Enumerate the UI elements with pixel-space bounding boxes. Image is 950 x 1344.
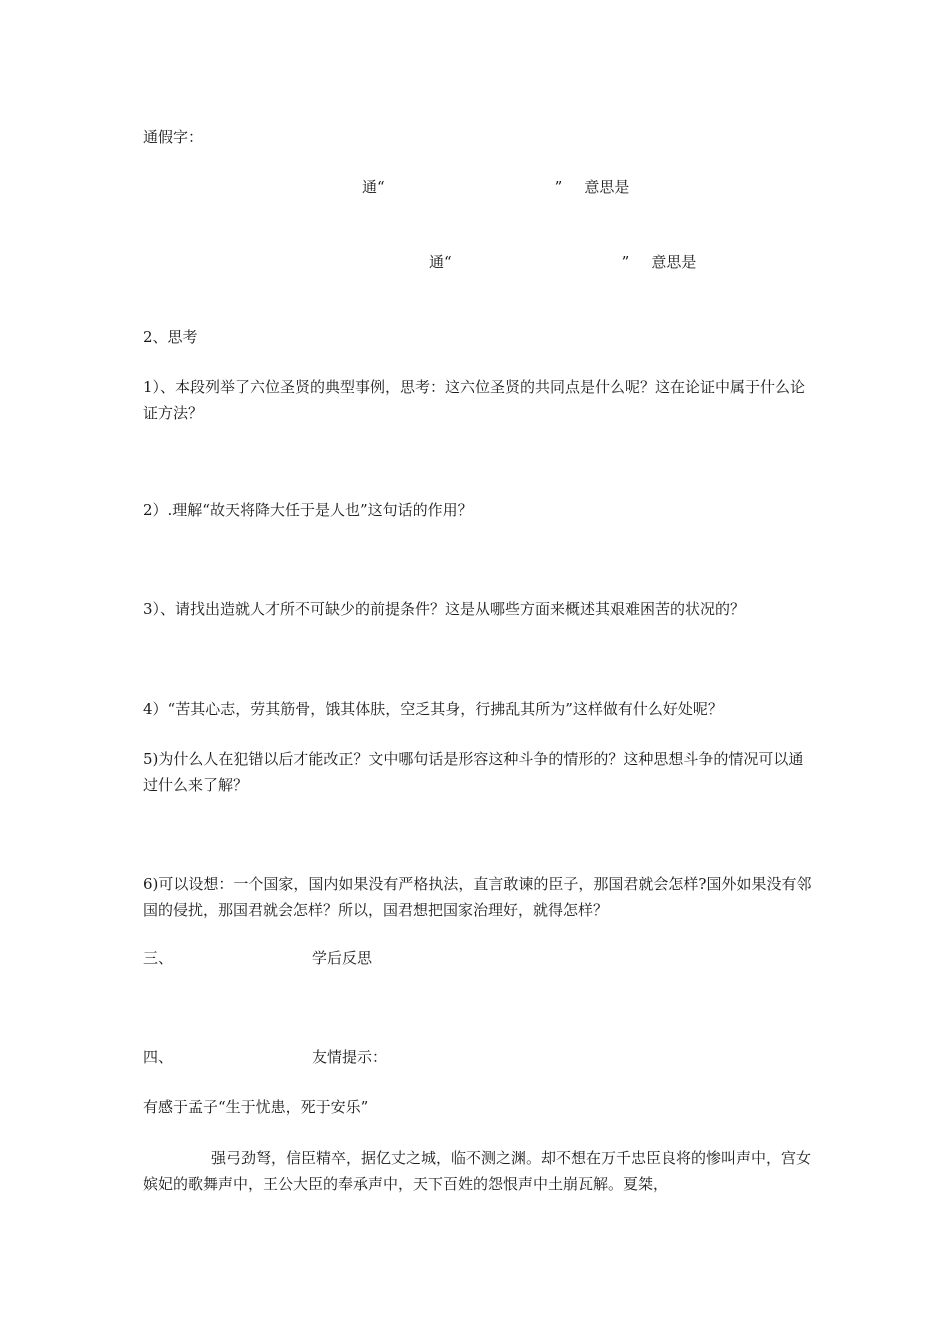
section-4-number: 四、 xyxy=(143,1048,174,1066)
question-2: 2）.理解“故天将降大任于是人也”这句话的作用？ xyxy=(143,501,473,519)
meaning-label: 意思是 xyxy=(651,253,697,271)
meaning-label: 意思是 xyxy=(584,178,630,196)
question-4: 4）“苦其心志，劳其筋骨，饿其体肤，空乏其身，行拂乱其所为”这样做有什么好处呢？ xyxy=(143,700,723,718)
question-1: 1）、本段列举了六位圣贤的典型事例，思考：这六位圣贤的共同点是什么呢？这在论证中属于什么论证方法？ xyxy=(143,378,806,422)
tong-label: 通“ xyxy=(429,253,452,271)
close-quote: ” xyxy=(554,178,563,196)
section-2-heading: 2、思考 xyxy=(143,328,198,346)
close-quote: ” xyxy=(621,253,630,271)
question-6: 6)可以设想：一个国家，国内如果没有严格执法，直言敢谏的臣子，那国君就会怎样?国外如果没有邻国的侵扰，那国君就会怎样？所以，国君想把国家治理好，就得怎样？ xyxy=(143,875,812,919)
tongjia-row-2 xyxy=(429,250,696,274)
essay-title: 有感于孟子“生于忧患，死于安乐” xyxy=(143,1098,369,1116)
question-5: 5)为什么人在犯错以后才能改正？文中哪句话是形容这种斗争的情形的？这种思想斗争的情况可以通过什么来了解？ xyxy=(143,750,804,794)
tong-label: 通“ xyxy=(362,178,385,196)
essay-paragraph: 强弓劲弩，信臣精卒，据亿丈之城，临不测之渊。却不想在万千忠臣良将的惨叫声中，宫女嫔妃的歌舞声中，王公大臣的奉承声中，天下百姓的怨恨声中土崩瓦解。夏桀， xyxy=(143,1149,812,1193)
tongjia-row-1 xyxy=(362,175,629,199)
section-4-title: 友情提示： xyxy=(312,1048,388,1066)
section-3-title: 学后反思 xyxy=(312,949,373,967)
tongjiazi-label: 通假字： xyxy=(143,128,204,146)
question-3: 3）、请找出造就人才所不可缺少的前提条件？这是从哪些方面来概述其艰难困苦的状况的？ xyxy=(143,600,746,618)
section-3-number: 三、 xyxy=(143,949,174,967)
